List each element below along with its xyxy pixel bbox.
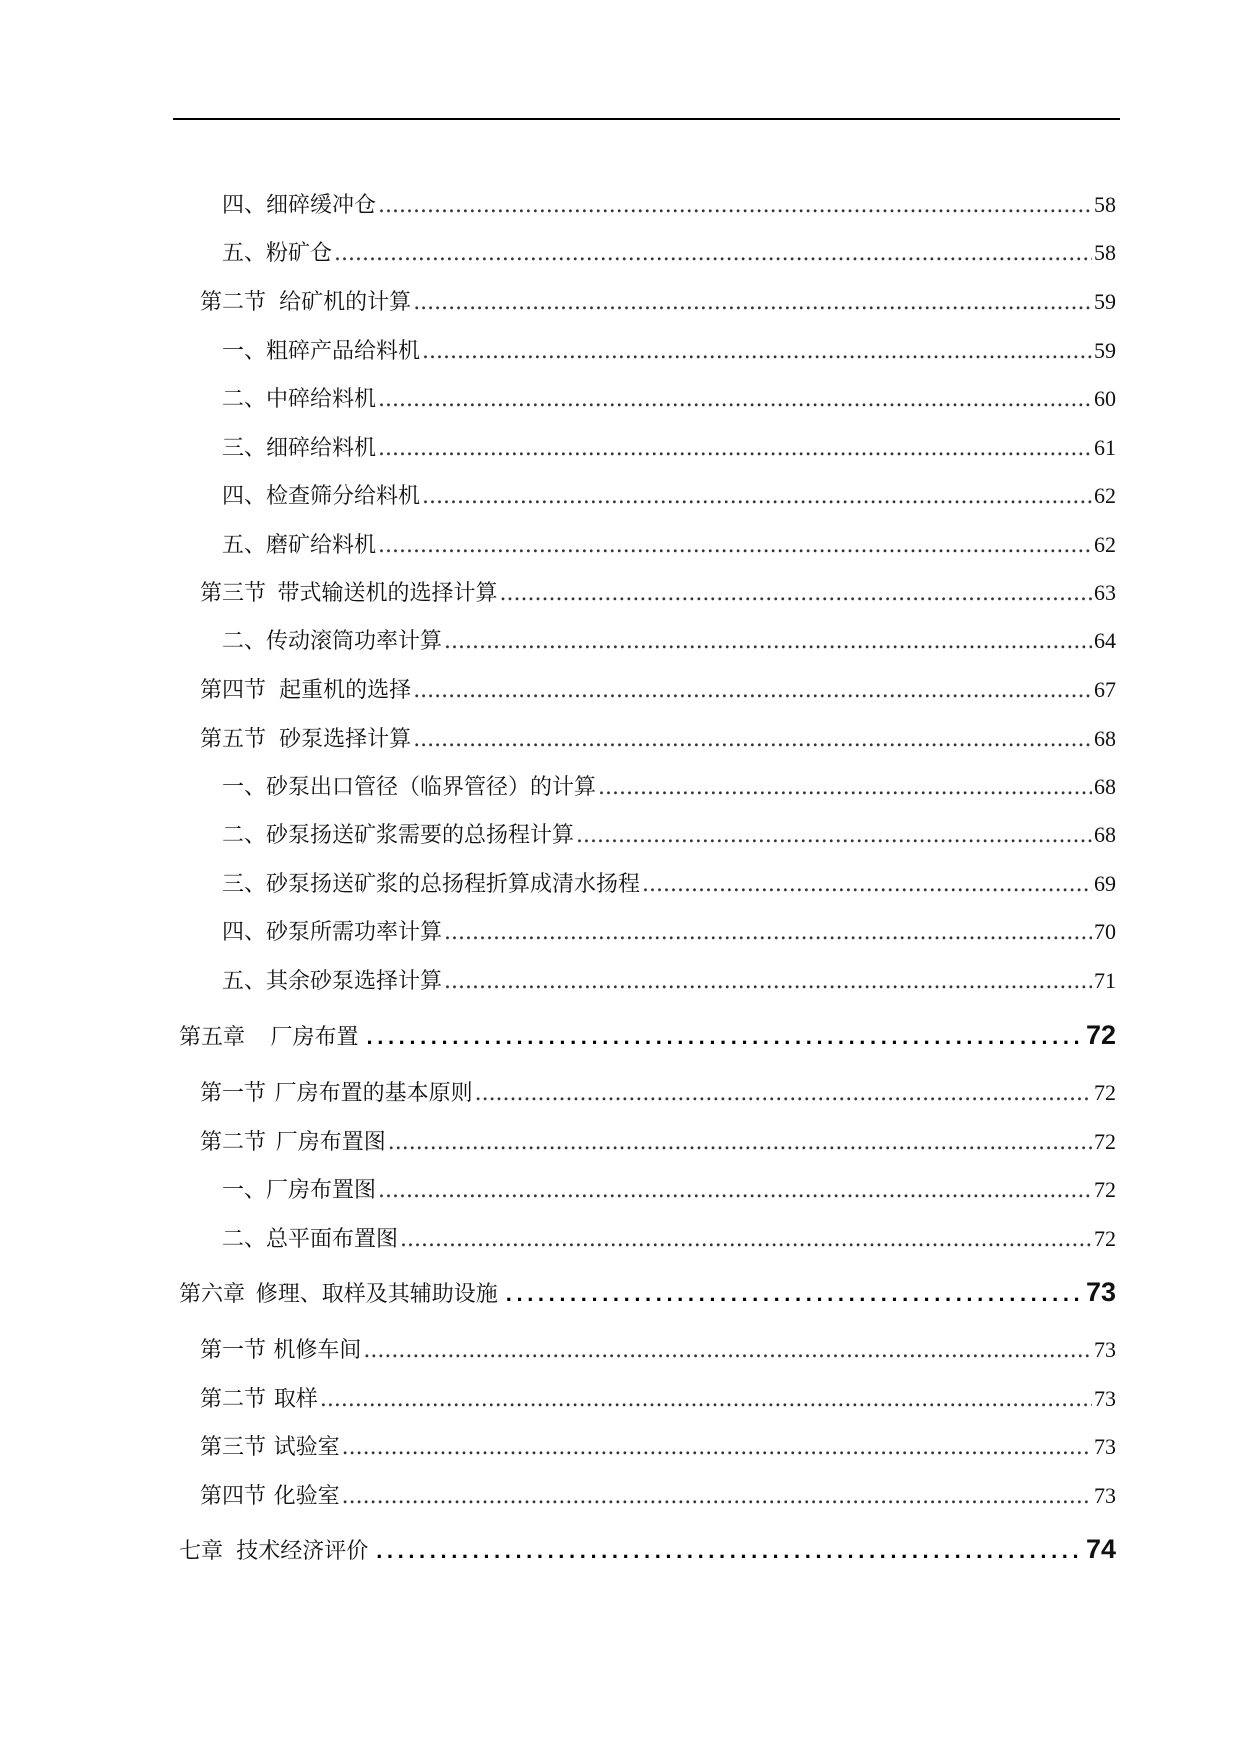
toc-entry-number: 一、粗碎产品给料机 (222, 339, 421, 364)
dot-leader (444, 969, 1092, 994)
dot-leader (378, 533, 1092, 558)
toc-section-title: 厂房布置的基本原则 (274, 1081, 473, 1106)
toc-entry[interactable] (200, 673, 1116, 704)
dot-leader (378, 387, 1092, 412)
toc-section-title: 化验室 (273, 1484, 340, 1509)
toc-section-number: 第二节 (200, 1387, 267, 1412)
toc-entry-number: 四、砂泵所需功率计算 (222, 920, 443, 945)
dot-leader (413, 727, 1092, 752)
toc-page-number: 68 (1094, 774, 1116, 799)
toc-section-title: 起重机的选择 (279, 678, 412, 703)
toc-entry[interactable] (200, 1479, 1116, 1510)
dot-leader (475, 1081, 1092, 1106)
toc-entry[interactable] (222, 334, 1116, 365)
toc-section-number: 第四节 (200, 1484, 267, 1509)
toc-entry[interactable] (222, 1173, 1116, 1204)
toc-entry-number: 三、细碎给料机 (222, 436, 377, 461)
dot-leader (642, 872, 1092, 897)
dot-leader (506, 1281, 1082, 1307)
toc-entry-number: 二、中碎给料机 (222, 387, 377, 412)
toc-page-number: 68 (1094, 726, 1116, 751)
toc-section-title: 给矿机的计算 (279, 290, 412, 315)
dot-leader (413, 678, 1092, 703)
toc-entry[interactable] (222, 431, 1116, 462)
toc-page-number: 69 (1094, 871, 1116, 896)
toc-section-number: 第二节 (200, 1130, 267, 1155)
toc-entry[interactable] (200, 1333, 1116, 1364)
toc-page-number: 72 (1085, 1020, 1116, 1050)
toc-entry[interactable] (200, 1076, 1116, 1107)
toc-page-number: 71 (1094, 968, 1116, 993)
toc-entry[interactable] (200, 1430, 1116, 1461)
toc-entry-number: 三、砂泵扬送矿浆的总扬程折算成清水扬程 (222, 872, 641, 897)
toc-section-title: 厂房布置图 (275, 1130, 386, 1155)
toc-entry-number: 二、总平面布置图 (222, 1227, 399, 1252)
toc-entry-number: 五、粉矿仓 (222, 241, 333, 266)
dot-leader (363, 1338, 1092, 1363)
dot-leader (342, 1484, 1092, 1509)
toc-entry[interactable] (222, 964, 1116, 995)
toc-entry-number: 一、厂房布置图 (222, 1178, 377, 1203)
toc-entry-number: 一、砂泵出口管径（临界管径）的计算 (222, 775, 597, 800)
toc-page-number: 64 (1094, 628, 1116, 653)
toc-section-title: 试验室 (273, 1435, 340, 1460)
dot-leader (388, 1130, 1092, 1155)
toc-entry-number: 四、检查筛分给料机 (222, 484, 421, 509)
dot-leader (500, 581, 1092, 606)
toc-chapter-entry[interactable] (179, 1277, 1116, 1308)
toc-page-number: 73 (1094, 1337, 1116, 1362)
toc-page-number: 72 (1094, 1080, 1116, 1105)
toc-chapter-entry[interactable] (179, 1020, 1116, 1051)
toc-section-number: 第一节 (200, 1338, 267, 1363)
toc-entry[interactable] (200, 722, 1116, 753)
toc-page-number: 63 (1094, 580, 1116, 605)
toc-page-number: 72 (1094, 1177, 1116, 1202)
toc-entry-number: 四、细碎缓冲仓 (222, 193, 377, 218)
toc-chapter-entry[interactable] (179, 1534, 1116, 1565)
toc-page-number: 72 (1094, 1226, 1116, 1251)
toc-entry[interactable] (222, 236, 1116, 267)
toc-page-number: 67 (1094, 677, 1116, 702)
toc-section-number: 第四节 (200, 678, 267, 703)
toc-page-number: 73 (1085, 1277, 1116, 1307)
toc-page-number: 74 (1085, 1534, 1116, 1564)
toc-page-number: 72 (1094, 1129, 1116, 1154)
toc-page-number: 59 (1094, 338, 1116, 363)
toc-page-number: 70 (1094, 919, 1116, 944)
toc-chapter-number: 第五章 (179, 1025, 246, 1050)
toc-section-number: 第三节 (200, 1435, 267, 1460)
dot-leader (367, 1024, 1082, 1050)
toc-entry[interactable] (200, 576, 1116, 607)
dot-leader (422, 339, 1092, 364)
dot-leader (378, 193, 1092, 218)
toc-page-number: 60 (1094, 386, 1116, 411)
toc-page-number: 73 (1094, 1483, 1116, 1508)
toc-entry[interactable] (222, 818, 1116, 849)
toc-chapter-title: 技术经济评价 (236, 1539, 369, 1564)
toc-page-number: 59 (1094, 289, 1116, 314)
toc-page-number: 68 (1094, 822, 1116, 847)
toc-entry[interactable] (222, 188, 1116, 219)
toc-entry[interactable] (222, 382, 1116, 413)
dot-leader (342, 1435, 1092, 1460)
toc-page-number: 62 (1094, 532, 1116, 557)
toc-section-number: 第一节 (200, 1081, 267, 1106)
toc-entry[interactable] (222, 479, 1116, 510)
toc-entry[interactable] (222, 528, 1116, 559)
dot-leader (376, 1538, 1082, 1564)
toc-entry[interactable] (222, 770, 1116, 801)
toc-entry[interactable] (222, 624, 1116, 655)
toc-page-number: 73 (1094, 1386, 1116, 1411)
toc-entry[interactable] (200, 1125, 1116, 1156)
dot-leader (598, 775, 1092, 800)
toc-section-number: 第五节 (200, 727, 267, 752)
toc-section-number: 第三节 (200, 581, 267, 606)
toc-entry-number: 五、其余砂泵选择计算 (222, 969, 443, 994)
toc-entry[interactable] (222, 867, 1116, 898)
toc-page-number: 58 (1094, 240, 1116, 265)
toc-entry[interactable] (200, 1382, 1116, 1413)
toc-page-number: 73 (1094, 1434, 1116, 1459)
toc-page-number: 62 (1094, 483, 1116, 508)
toc-page-number: 61 (1094, 435, 1116, 460)
toc-entry-number: 二、传动滚筒功率计算 (222, 629, 443, 654)
dot-leader (334, 241, 1092, 266)
dot-leader (320, 1387, 1092, 1412)
dot-leader (576, 823, 1092, 848)
dot-leader (422, 484, 1092, 509)
toc-section-title: 机修车间 (273, 1338, 362, 1363)
toc-entry[interactable] (200, 285, 1116, 316)
toc-entry-number: 五、磨矿给料机 (222, 533, 377, 558)
toc-entry-number: 二、砂泵扬送矿浆需要的总扬程计算 (222, 823, 575, 848)
toc-chapter-number: 七章 (179, 1539, 224, 1564)
toc-section-title: 取样 (273, 1387, 318, 1412)
toc-section-title: 砂泵选择计算 (279, 727, 412, 752)
dot-leader (378, 436, 1092, 461)
toc-page-number: 58 (1094, 192, 1116, 217)
dot-leader (444, 629, 1092, 654)
toc-chapter-title: 修理、取样及其辅助设施 (255, 1282, 498, 1307)
dot-leader (413, 290, 1092, 315)
dot-leader (378, 1178, 1092, 1203)
toc-chapter-title: 厂房布置 (270, 1025, 359, 1050)
dot-leader (444, 920, 1092, 945)
toc-section-title: 带式输送机的选择计算 (277, 581, 498, 606)
toc-entry[interactable] (222, 915, 1116, 946)
toc-section-number: 第二节 (200, 290, 267, 315)
toc-chapter-number: 第六章 (179, 1282, 246, 1307)
toc-entry[interactable] (222, 1222, 1116, 1253)
dot-leader (400, 1227, 1092, 1252)
